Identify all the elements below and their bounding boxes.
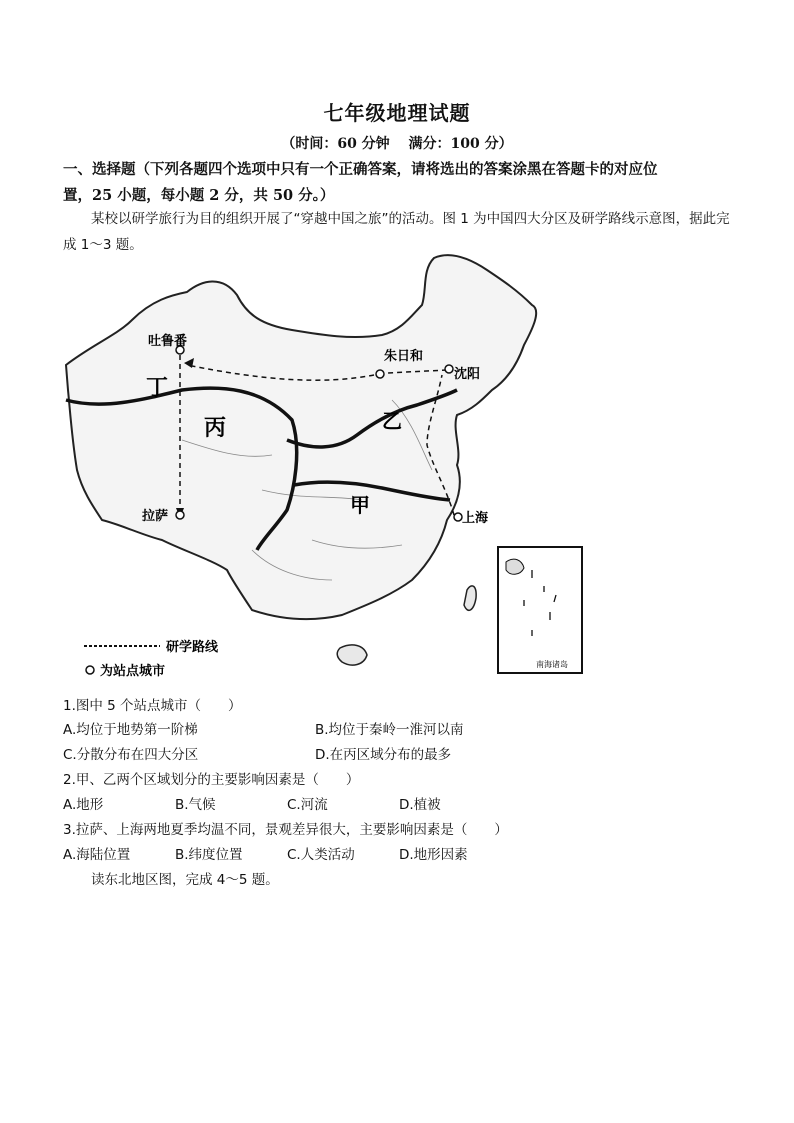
question-2-stem: 2.甲、乙两个区域划分的主要影响因素是（ ） [63,772,360,788]
q3-option-a[interactable]: A.海陆位置 [63,847,131,863]
q1-option-b[interactable]: B.均位于秦岭一淮河以南 [315,722,464,738]
china-outline [66,255,536,619]
region-yi: 乙 [382,409,402,433]
station-shanghai [454,513,462,521]
label-zhurihe: 朱日和 [384,349,424,364]
station-zhurihe [376,370,384,378]
q2-option-b[interactable]: B.气候 [175,797,216,813]
legend-station-label: 为站点城市 [100,664,166,679]
q2-option-a[interactable]: A.地形 [63,797,104,813]
label-shenyang: 沈阳 [454,367,481,382]
hainan-island [337,645,367,665]
q1-option-c[interactable]: C.分散分布在四大分区 [63,747,199,763]
q3-option-b[interactable]: B.纬度位置 [175,847,243,863]
exam-info: （时间：60 分钟 满分：100 分） [281,136,513,152]
question-1-stem: 1.图中 5 个站点城市（ ） [63,698,242,714]
section-heading-line1: 一、选择题（下列各题四个选项中只有一个正确答案，请将选出的答案涂黑在答题卡的对应位 [63,161,658,178]
question-3-stem: 3.拉萨、上海两地夏季均温不同，景观差异很大，主要影响因素是（ ） [63,822,508,838]
station-lasa [176,511,184,519]
q1-option-a[interactable]: A.均位于地势第一阶梯 [63,722,198,738]
taiwan-island [464,586,476,611]
label-lasa: 拉萨 [142,509,169,524]
q2-option-c[interactable]: C.河流 [287,797,328,813]
q3-option-c[interactable]: C.人类活动 [287,847,355,863]
inset-label: 南海诸岛 [536,660,568,669]
next-section-lead: 读东北地区图，完成 4～5 题。 [91,872,279,888]
region-jia: 甲 [350,493,370,517]
region-bing: 丙 [204,416,227,441]
legend-station-icon [86,666,94,674]
label-shanghai: 上海 [462,511,489,526]
q3-option-d[interactable]: D.地形因素 [399,847,468,863]
legend-route-label: 研学路线 [166,640,219,655]
q2-option-d[interactable]: D.植被 [399,797,441,813]
region-ding: 丁 [146,376,169,401]
station-shenyang [445,365,453,373]
label-tulufan: 吐鲁番 [148,334,188,349]
china-regions-map [62,250,598,690]
q1-option-d[interactable]: D.在丙区域分布的最多 [315,747,452,763]
section-heading-line2: 置，25 小题，每小题 2 分，共 50 分。） [63,187,335,204]
intro-paragraph: 某校以研学旅行为目的组织开展了“穿越中国之旅”的活动。图 1 为中国四大分区及研学路线示意图，据此完成 1～3 题。 [63,211,730,253]
section-heading [63,157,743,209]
page-title: 七年级地理试题 [323,101,471,125]
